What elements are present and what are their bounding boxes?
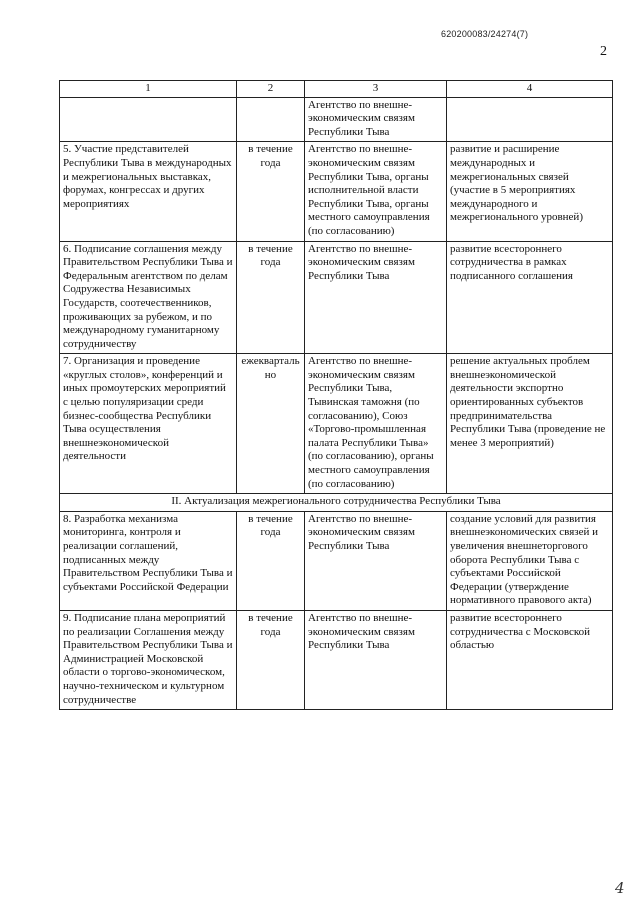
- term-cell: в течение года: [237, 610, 305, 709]
- table-row-continuation: [60, 97, 613, 142]
- measure-cell: 9. Подписание плана мероприятий по реализации Соглашения между Правительством Республики Тыва и Администрацией Московской области о торгово-экономическом, научно-техническом и культурном сотрудничестве: [60, 610, 237, 709]
- section-heading-row: [60, 494, 613, 512]
- result-cell: развитие и расширение международных и межрегиональных связей (участие в 5 мероприятиях международного и межрегионального уровней): [447, 142, 613, 241]
- result-cell: [447, 97, 613, 142]
- table-row: [60, 142, 613, 241]
- measure-cell: 7. Организация и проведение «круглых столов», конференций и иных промоутерских мероприятий с целью популяризации среди бизнес-сообщества Республики Тыва осуществления внешнеэкономической деятельности: [60, 354, 237, 494]
- table-row: [60, 354, 613, 494]
- measure-cell: 8. Разработка механизма мониторинга, контроля и реализации соглашений, подписанных между Правительством Республики Тыва и субъектами Российской Федерации: [60, 511, 237, 610]
- result-cell: развитие всестороннего сотрудничества с Московской областью: [447, 610, 613, 709]
- table-row: [60, 241, 613, 354]
- result-cell: решение актуальных проблем внешнеэкономической деятельности экспортно ориентированных субъектов предпринимательства Республики Тыва (проведение не менее 3 мероприятий): [447, 354, 613, 494]
- action-plan-table: [59, 80, 613, 710]
- term-cell: в течение года: [237, 142, 305, 241]
- term-cell: в течение года: [237, 241, 305, 354]
- column-header-1: 1: [60, 81, 237, 98]
- executors-cell: Агентство по внешне-экономическим связям Республики Тыва, Тывинская таможня (по согласованию), Союз «Торгово-промышленная палата Республики Тыва» (по согласованию), органы местного самоуправления (по согласованию): [305, 354, 447, 494]
- measure-cell: 6. Подписание соглашения между Правительством Республики Тыва и Федеральным агентством по делам Содружества Независимых Государств, соотечественников, проживающих за рубежом, и по международному гуманитарному сотрудничеству: [60, 241, 237, 354]
- measure-cell: 5. Участие представителей Республики Тыва в международных и межрегиональных выставках, форумах, конгрессах и других мероприятиях: [60, 142, 237, 241]
- column-number-row: [60, 81, 613, 98]
- column-header-4: 4: [447, 81, 613, 98]
- executors-cell: Агентство по внешне-экономическим связям Республики Тыва, органы исполнительной власти Республики Тыва, органы местного самоуправления (по согласованию): [305, 142, 447, 241]
- document-registration-number: 620200083/24274(7): [441, 29, 529, 39]
- executors-cell: Агентство по внешне-экономическим связям Республики Тыва: [305, 511, 447, 610]
- term-cell: [237, 97, 305, 142]
- table-row: [60, 511, 613, 610]
- executors-cell: Агентство по внешне-экономическим связям Республики Тыва: [305, 97, 447, 142]
- result-cell: развитие всестороннего сотрудничества в рамках подписанного соглашения: [447, 241, 613, 354]
- table-row: [60, 610, 613, 709]
- executors-cell: Агентство по внешне-экономическим связям Республики Тыва: [305, 610, 447, 709]
- column-header-3: 3: [305, 81, 447, 98]
- handwritten-page-mark: 4: [615, 879, 625, 897]
- term-cell: в течение года: [237, 511, 305, 610]
- section-title: II. Актуализация межрегионального сотрудничества Республики Тыва: [60, 494, 613, 512]
- result-cell: создание условий для развития внешнеэкономических связей и увеличения внешнеторгового оборота Республики Тыва с субъектами Российской Федерации (утверждение нормативного правового акта): [447, 511, 613, 610]
- executors-cell: Агентство по внешне-экономическим связям Республики Тыва: [305, 241, 447, 354]
- term-cell: ежеквартально: [237, 354, 305, 494]
- column-header-2: 2: [237, 81, 305, 98]
- page-number: 2: [600, 44, 607, 59]
- measure-cell: [60, 97, 237, 142]
